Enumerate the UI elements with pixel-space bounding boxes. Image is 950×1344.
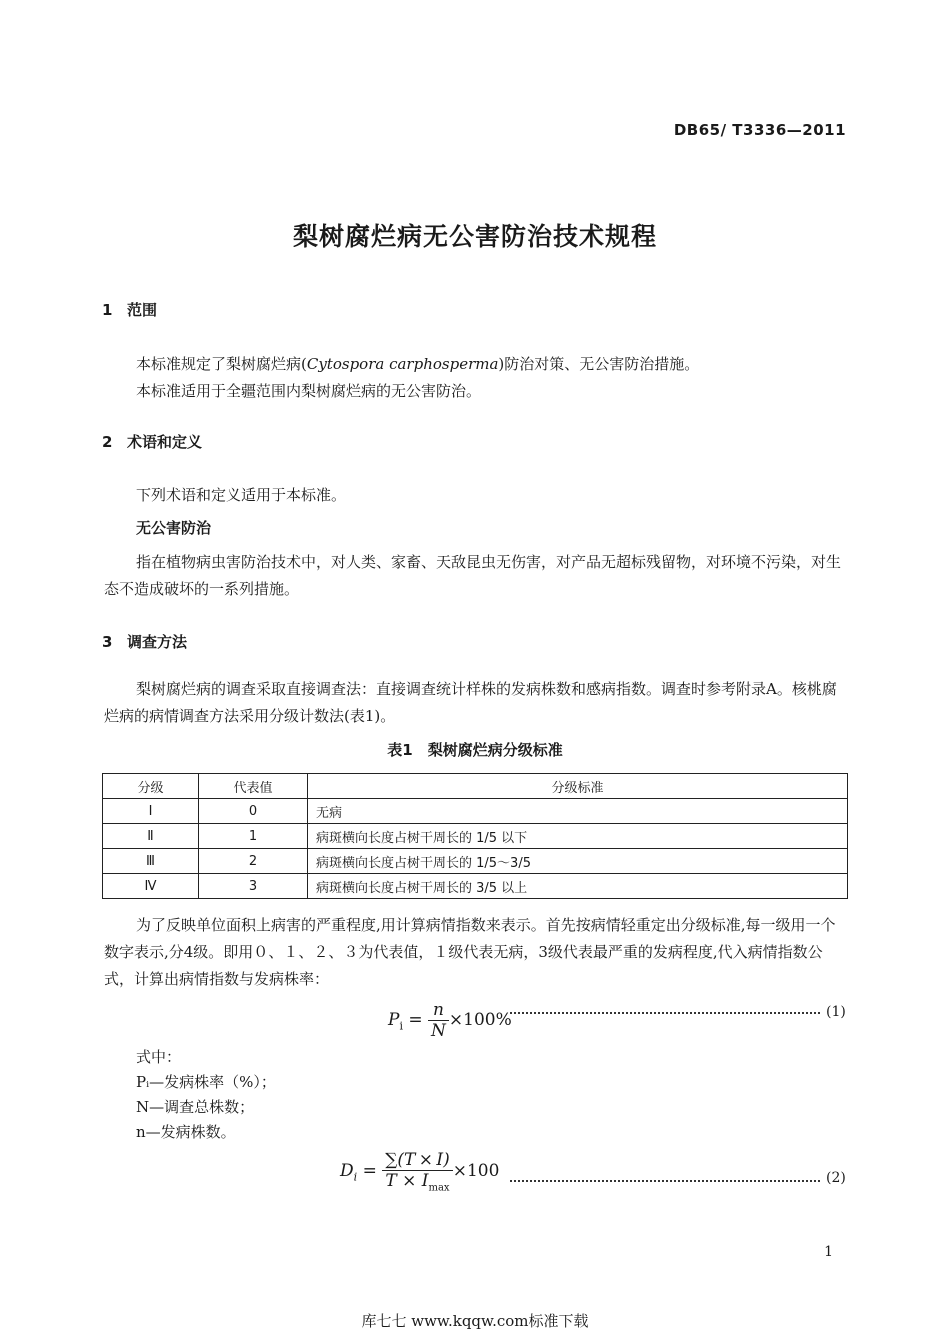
section-title: 范围 bbox=[127, 301, 158, 319]
numerator: ∑(T × I) bbox=[382, 1150, 453, 1171]
table-row bbox=[103, 849, 848, 874]
formula-lhs: D bbox=[340, 1161, 354, 1182]
section-heading-terms bbox=[102, 431, 202, 452]
terms-intro: 下列术语和定义适用于本标准。 bbox=[136, 486, 347, 504]
formula-lhs-subscript: i bbox=[399, 1019, 403, 1033]
formula-lhs-subscript: i bbox=[353, 1170, 358, 1184]
section-title: 调查方法 bbox=[127, 633, 188, 651]
section-heading-scope bbox=[102, 299, 157, 320]
grade-cell: Ⅲ bbox=[103, 849, 199, 874]
denominator: N bbox=[431, 1021, 446, 1041]
formula-lhs: P bbox=[388, 1010, 400, 1030]
value-cell: 3 bbox=[199, 874, 308, 899]
index-paragraph: 为了反映单位面积上病害的严重程度,用计算病情指数来表示。首先按病情轻重定出分级标准,每一级用一个数字表示,分4级。即用０、１、２、３为代表值，１级代表无病，3级代表最严重的发病程度,代入病情指数公式，计算出病情指数与发病株率： bbox=[104, 916, 836, 988]
scope-paragraph-1 bbox=[136, 353, 699, 374]
equals-sign: = bbox=[408, 1010, 423, 1030]
criteria-cell: 病斑横向长度占树干周长的 3/5 以上 bbox=[308, 874, 848, 899]
column-header: 代表值 bbox=[199, 774, 308, 799]
table-caption: 表1 梨树腐烂病分级标准 bbox=[387, 741, 563, 759]
formula-tail: ×100 bbox=[452, 1161, 500, 1182]
leader-dots bbox=[510, 1012, 820, 1014]
equation-number: (2) bbox=[826, 1170, 846, 1186]
footer-watermark: 库七七 www.kqqw.com标准下载 bbox=[361, 1312, 589, 1330]
term-heading: 无公害防治 bbox=[136, 519, 212, 537]
formula-tail: ×100% bbox=[448, 1010, 512, 1030]
column-header: 分级 bbox=[103, 774, 199, 799]
leader-dots bbox=[510, 1180, 820, 1182]
section-number: 3 bbox=[102, 633, 113, 651]
scope-text-before: 本标准规定了梨树腐烂病( bbox=[136, 355, 307, 373]
denominator-text: T × I bbox=[385, 1171, 429, 1191]
grade-cell: Ⅰ bbox=[103, 799, 199, 824]
table-header-row bbox=[103, 774, 848, 799]
formula-incidence-rate bbox=[388, 1000, 512, 1041]
criteria-cell: 病斑横向长度占树干周长的 1/5～3/5 bbox=[308, 849, 848, 874]
scope-text-after: )防治对策、无公害防治措施。 bbox=[498, 355, 700, 373]
equals-sign: = bbox=[362, 1161, 377, 1182]
grade-cell: Ⅳ bbox=[103, 874, 199, 899]
table-row bbox=[103, 824, 848, 849]
value-cell: 2 bbox=[199, 849, 308, 874]
document-code: DB65/ T3336—2011 bbox=[673, 121, 846, 139]
where-label: 式中： bbox=[136, 1048, 182, 1066]
survey-paragraph: 梨树腐烂病的调查采取直接调查法：直接调查统计样株的发病株数和感病指数。调查时参考附录A。核桃腐烂病的病情调查方法采用分级计数法(表1)。 bbox=[104, 680, 837, 725]
page-number: 1 bbox=[824, 1244, 833, 1260]
table-row bbox=[103, 799, 848, 824]
fraction bbox=[382, 1150, 453, 1193]
criteria-cell: 无病 bbox=[308, 799, 848, 824]
latin-name: Cytospora carphosperma bbox=[306, 355, 499, 373]
grading-table bbox=[102, 773, 848, 899]
term-definition: 指在植物病虫害防治技术中，对人类、家畜、天敌昆虫无伤害，对产品无超标残留物，对环境不污染，对生态不造成破坏的一系列措施。 bbox=[104, 553, 842, 598]
equation-number: (1) bbox=[826, 1004, 846, 1020]
value-cell: 1 bbox=[199, 824, 308, 849]
numerator: n bbox=[428, 1000, 449, 1021]
section-number: 2 bbox=[102, 433, 113, 451]
definition-line: Pᵢ—发病株率（%）； bbox=[136, 1073, 276, 1091]
denominator bbox=[382, 1171, 453, 1193]
fraction bbox=[428, 1000, 449, 1041]
section-title: 术语和定义 bbox=[127, 433, 203, 451]
table-row bbox=[103, 874, 848, 899]
column-header: 分级标准 bbox=[308, 774, 848, 799]
definition-line: N—调查总株数； bbox=[136, 1098, 255, 1116]
scope-paragraph-2: 本标准适用于全疆范围内梨树腐烂病的无公害防治。 bbox=[136, 382, 482, 400]
value-cell: 0 bbox=[199, 799, 308, 824]
definition-line: n—发病株数。 bbox=[136, 1123, 236, 1141]
section-heading-survey bbox=[102, 631, 187, 652]
section-number: 1 bbox=[102, 301, 113, 319]
formula-disease-index bbox=[340, 1150, 499, 1193]
criteria-cell: 病斑横向长度占树干周长的 1/5 以下 bbox=[308, 824, 848, 849]
denominator-subscript: max bbox=[428, 1182, 450, 1194]
grade-cell: Ⅱ bbox=[103, 824, 199, 849]
document-title: 梨树腐烂病无公害防治技术规程 bbox=[292, 222, 657, 251]
